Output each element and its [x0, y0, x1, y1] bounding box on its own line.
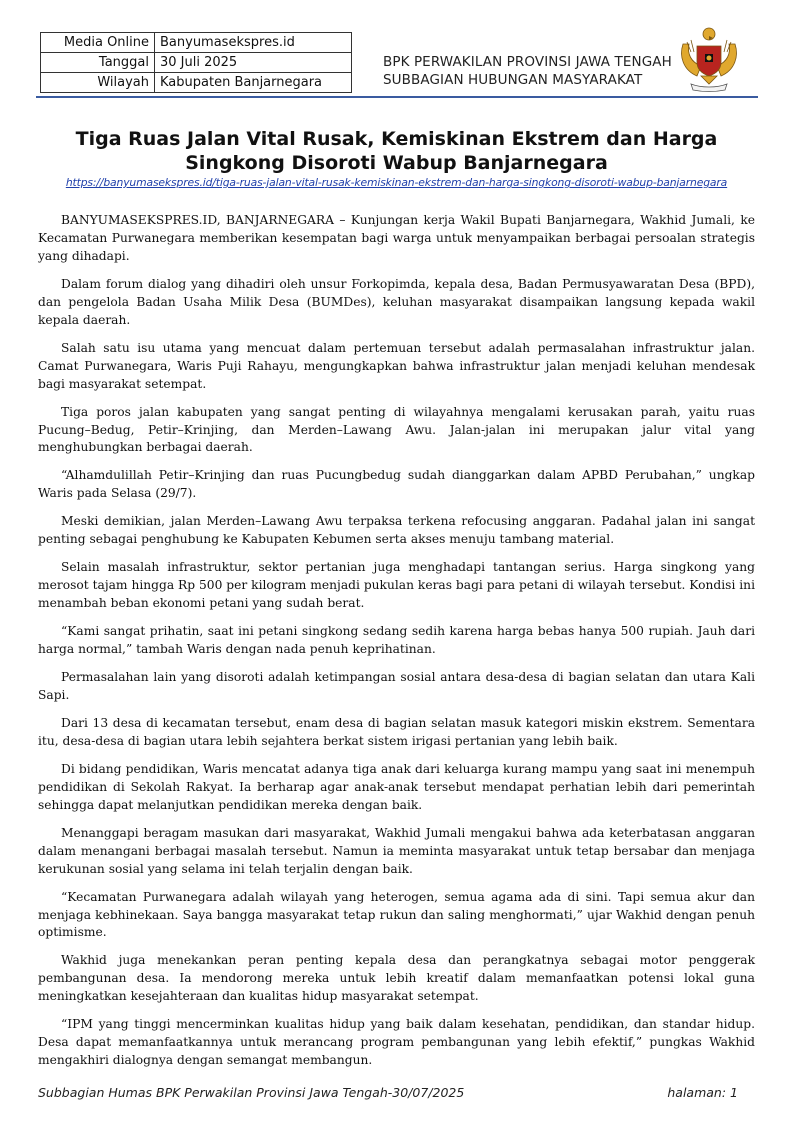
paragraph: Dari 13 desa di kecamatan tersebut, enam desa di bagian selatan masuk kategori miskin ekstrem. Sementara itu, desa-desa di bagian utara lebih sejahtera berkat sistem irigasi pertanian yang lebih baik.: [38, 715, 755, 748]
paragraph: Menanggapi beragam masukan dari masyarakat, Wakhid Jumali mengakui bahwa ada keterbatasan anggaran dalam menangani berbagai masalah tersebut. Namun ia meminta masyarakat untuk tetap bersabar dan menjaga kerukunan sosial yang selama ini telah terjalin dengan baik.: [38, 825, 755, 876]
region-label: Wilayah: [41, 73, 155, 93]
date-value: 30 Juli 2025: [155, 53, 352, 73]
paragraph: BANYUMASEKSPRES.ID, BANJARNEGARA – Kunjungan kerja Wakil Bupati Banjarnegara, Wakhid Jumali, ke Kecamatan Purwanegara memberikan kesempatan bagi warga untuk menyampaikan berbagai persoalan strategis yang dihadapi.: [38, 213, 755, 263]
paragraph: Selain masalah infrastruktur, sektor pertanian juga menghadapi tantangan serius. Harga singkong yang merosot tajam hingga Rp 500 per kilogram menjadi pukulan keras bagi para petani di wilayah tersebut. Kondisi ini menambah beban ekonomi petani yang sudah berat.: [38, 560, 755, 611]
region-value: Kabupaten Banjarnegara: [155, 73, 352, 93]
page-footer: [38, 1085, 738, 1100]
organization-name: BPK PERWAKILAN PROVINSI JAWA TENGAH: [383, 54, 672, 70]
media-info-table: [40, 32, 352, 93]
media-row: [41, 33, 352, 53]
paragraph: Dalam forum dialog yang dihadiri oleh unsur Forkopimda, kepala desa, Badan Permusyawaratan Desa (BPD), dan pengelola Badan Usaha Milik Desa (BUMDes), keluhan masyarakat disampaikan langsung kepada wakil kepala daerah.: [38, 276, 755, 327]
organization-heading: [383, 53, 672, 89]
paragraph: Di bidang pendidikan, Waris mencatat adanya tiga anak dari keluarga kurang mampu yang saat ini menempuh pendidikan di Sekolah Rakyat. Ia berharap agar anak-anak tersebut mendapat perhatian lebih dari pemerintah sehingga dapat melanjutkan pendidikan mereka dengan baik.: [38, 761, 755, 812]
date-row: [41, 53, 352, 73]
paragraph: Wakhid juga menekankan peran penting kepala desa dan perangkatnya sebagai motor penggerak pembangunan desa. Ia mendorong mereka untuk lebih kreatif dalam memanfaatkan potensi lokal guna meningkatkan kesejahteraan dan kualitas hidup masyarakat setempat.: [38, 953, 755, 1004]
article-title: Tiga Ruas Jalan Vital Rusak, Kemiskinan Ekstrem dan Harga Singkong Disoroti Wabup Banjarnegara: [75, 128, 718, 174]
header-divider: [36, 96, 758, 98]
date-label: Tanggal: [41, 53, 155, 73]
paragraph: Salah satu isu utama yang mencuat dalam pertemuan tersebut adalah permasalahan infrastruktur jalan. Camat Purwanegara, Waris Puji Rahayu, mengungkapkan bahwa infrastruktur jalan menjadi keluhan mendesak bagi masyarakat setempat.: [38, 340, 755, 391]
media-label: Media Online: [41, 33, 155, 53]
paragraph: “Kecamatan Purwanegara adalah wilayah yang heterogen, semua agama ada di sini. Tapi semua akur dan menjaga kebhinekaan. Saya bangga masyarakat tetap rukun dan saling menghormati,” ujar Wakhid dengan penuh optimisme.: [38, 889, 755, 940]
region-row: [41, 73, 352, 93]
page-number: halaman: 1: [667, 1085, 738, 1100]
article-body: [38, 212, 755, 1080]
media-value: Banyumasekspres.id: [155, 33, 352, 53]
paragraph: “Kami sangat prihatin, saat ini petani singkong sedang sedih karena harga bebas hanya 500 rupiah. Jauh dari harga normal,” tambah Waris dengan nada penuh keprihatinan.: [38, 624, 755, 657]
paragraph: “Alhamdulillah Petir–Krinjing dan ruas Pucungbedug sudah dianggarkan dalam APBD Perubahan,” ungkap Waris pada Selasa (29/7).: [38, 468, 755, 501]
organization-unit: SUBBAGIAN HUBUNGAN MASYARAKAT: [383, 72, 643, 88]
paragraph: Permasalahan lain yang disoroti adalah ketimpangan sosial antara desa-desa di bagian selatan dan utara Kali Sapi.: [38, 670, 755, 702]
paragraph: Tiga poros jalan kabupaten yang sangat penting di wilayahnya mengalami kerusakan parah, yaitu ruas Pucung–Bedug, Petir–Krinjing, dan Merden–Lawang Awu. Jalan-jalan ini merupakan jalur vital yang menghubungkan berbagai daerah.: [38, 404, 755, 455]
article-link[interactable]: https://banyumasekspres.id/tiga-ruas-jalan-vital-rusak-kemiskinan-ekstrem-dan-harga-singkong-disoroti-wabup-banjarnegara: [65, 176, 728, 189]
paragraph: Meski demikian, jalan Merden–Lawang Awu terpaksa terkena refocusing anggaran. Padahal jalan ini sangat penting sebagai penghubung ke Kabupaten Kebumen serta akses menuju tambang material.: [38, 514, 755, 547]
garuda-emblem-icon: [677, 22, 741, 92]
footer-source: Subbagian Humas BPK Perwakilan Provinsi Jawa Tengah-30/07/2025: [38, 1085, 465, 1100]
paragraph: “IPM yang tinggi mencerminkan kualitas hidup yang baik dalam kesehatan, pendidikan, dan standar hidup. Desa dapat memanfaatkannya untuk merancang program pembangunan yang lebih efektif,” pungkas Wakhid mengakhiri dialognya dengan semangat membangun.: [38, 1017, 755, 1068]
